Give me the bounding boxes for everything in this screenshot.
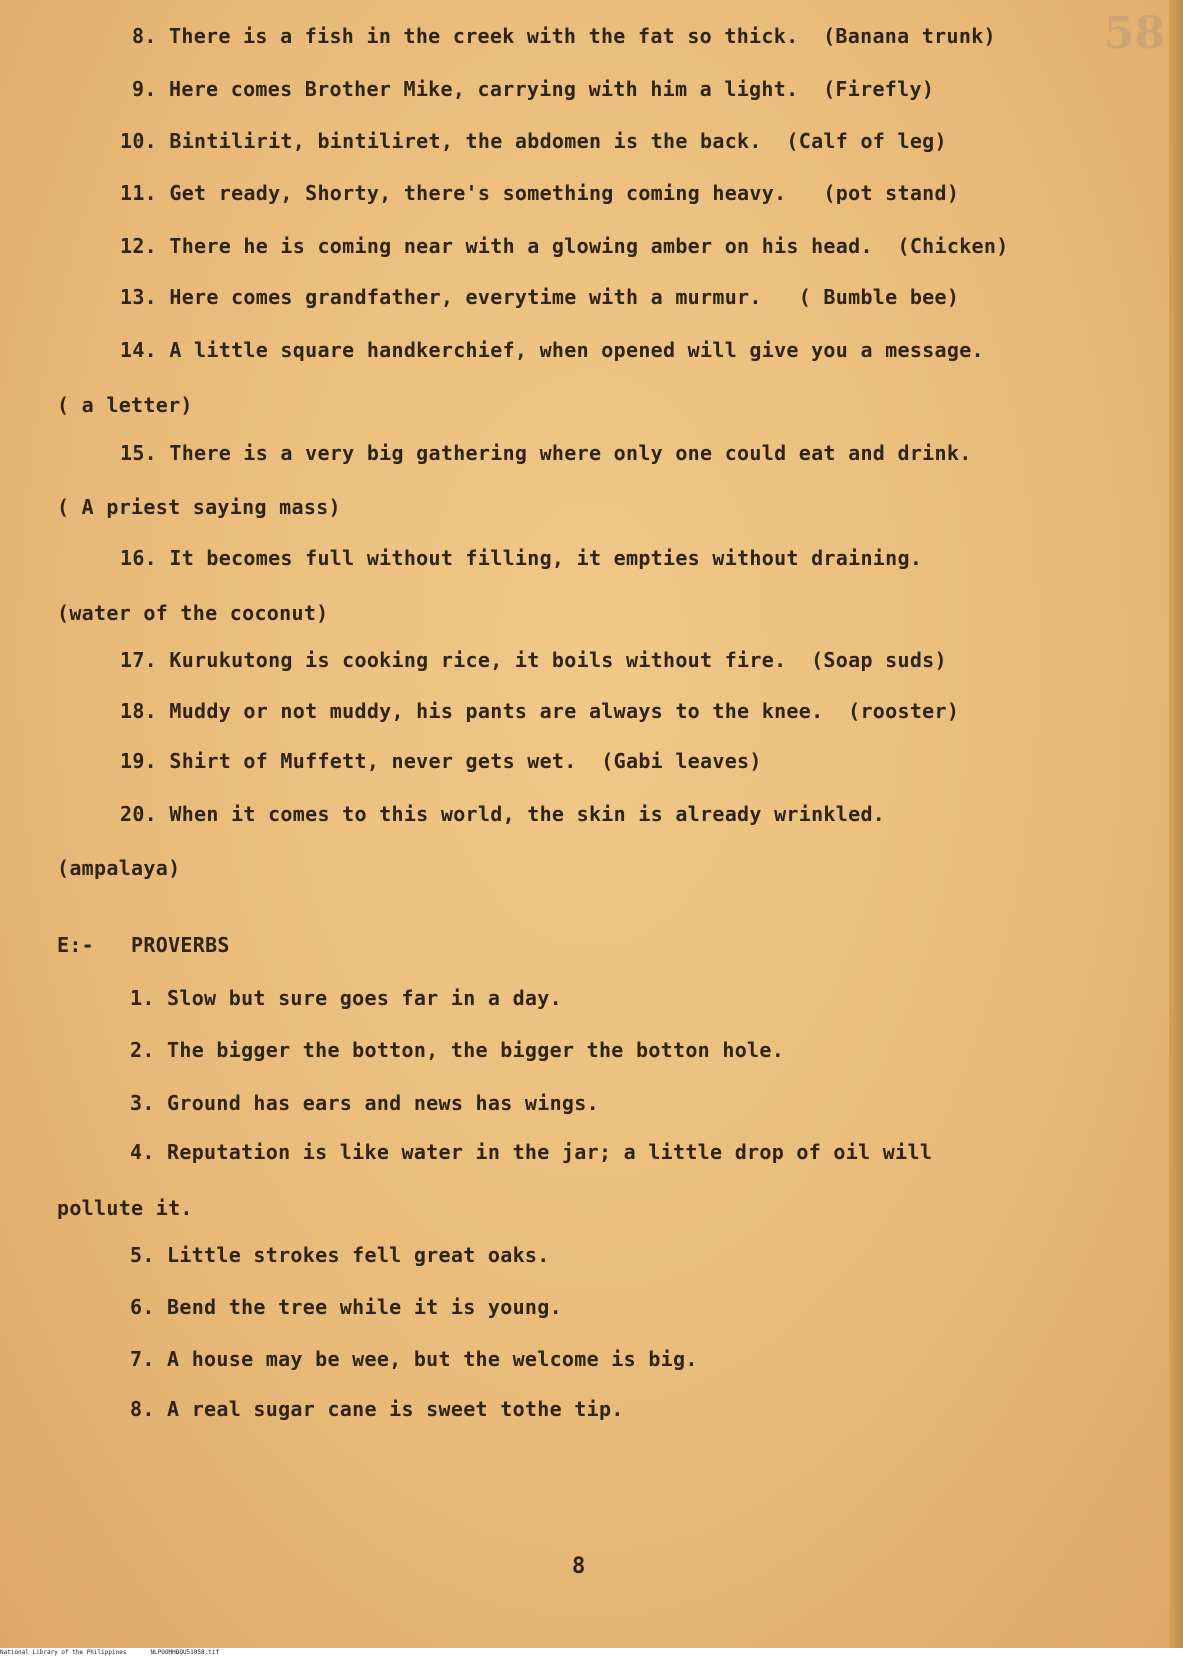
riddle-line: 16. It becomes full without filling, it empties without draining. [120, 546, 923, 570]
proverb-line: 3. Ground has ears and news has wings. [130, 1091, 599, 1115]
riddle-answer-line: ( A priest saying mass) [57, 495, 341, 519]
page-stamp: 58 [1103, 8, 1165, 59]
proverb-line: 5. Little strokes fell great oaks. [130, 1243, 550, 1267]
riddle-line: 8. There is a fish in the creek with the fat so thick. (Banana trunk) [132, 24, 996, 48]
riddle-answer-line: (water of the coconut) [57, 601, 329, 625]
proverb-line: 2. The bigger the botton, the bigger the botton hole. [130, 1038, 785, 1062]
proverb-line: 7. A house may be wee, but the welcome is big. [130, 1347, 698, 1371]
riddle-line: 17. Kurukutong is cooking rice, it boils without fire. (Soap suds) [120, 648, 947, 672]
riddle-line: 15. There is a very big gathering where only one could eat and drink. [120, 441, 972, 465]
page-number: 8 [572, 1554, 586, 1579]
section-heading: E:- PROVERBS [57, 933, 230, 957]
riddle-line: 10. Bintilirit, bintiliret, the abdomen is the back. (Calf of leg) [120, 129, 947, 153]
riddle-line: 14. A little square handkerchief, when opened will give you a message. [120, 338, 984, 362]
footer-file: NLPOOMHDQU51058.tif [150, 1649, 220, 1656]
proverb-line: 8. A real sugar cane is sweet tothe tip. [130, 1397, 624, 1421]
riddle-line: 18. Muddy or not muddy, his pants are always to the knee. (rooster) [120, 699, 960, 723]
footer-library: National Library of the Philippines [0, 1649, 127, 1656]
riddle-line: 20. When it comes to this world, the skin is already wrinkled. [120, 802, 886, 826]
page-edge [1169, 0, 1183, 1648]
riddle-line: 9. Here comes Brother Mike, carrying with him a light. (Firefly) [132, 77, 935, 101]
proverb-line: 4. Reputation is like water in the jar; a little drop of oil will [130, 1140, 933, 1164]
riddle-line: 12. There he is coming near with a glowing amber on his head. (Chicken) [120, 234, 1009, 258]
riddle-line: 11. Get ready, Shorty, there's something coming heavy. (pot stand) [120, 181, 960, 205]
scan-footer [0, 1648, 1183, 1658]
proverb-line: 6. Bend the tree while it is young. [130, 1295, 562, 1319]
riddle-line: 19. Shirt of Muffett, never gets wet. (Gabi leaves) [120, 749, 762, 773]
proverb-line: 1. Slow but sure goes far in a day. [130, 986, 562, 1010]
riddle-answer-line: ( a letter) [57, 393, 193, 417]
riddle-line: 13. Here comes grandfather, everytime with a murmur. ( Bumble bee) [120, 285, 960, 309]
riddle-answer-line: (ampalaya) [57, 856, 181, 880]
proverb-line: pollute it. [57, 1196, 193, 1220]
